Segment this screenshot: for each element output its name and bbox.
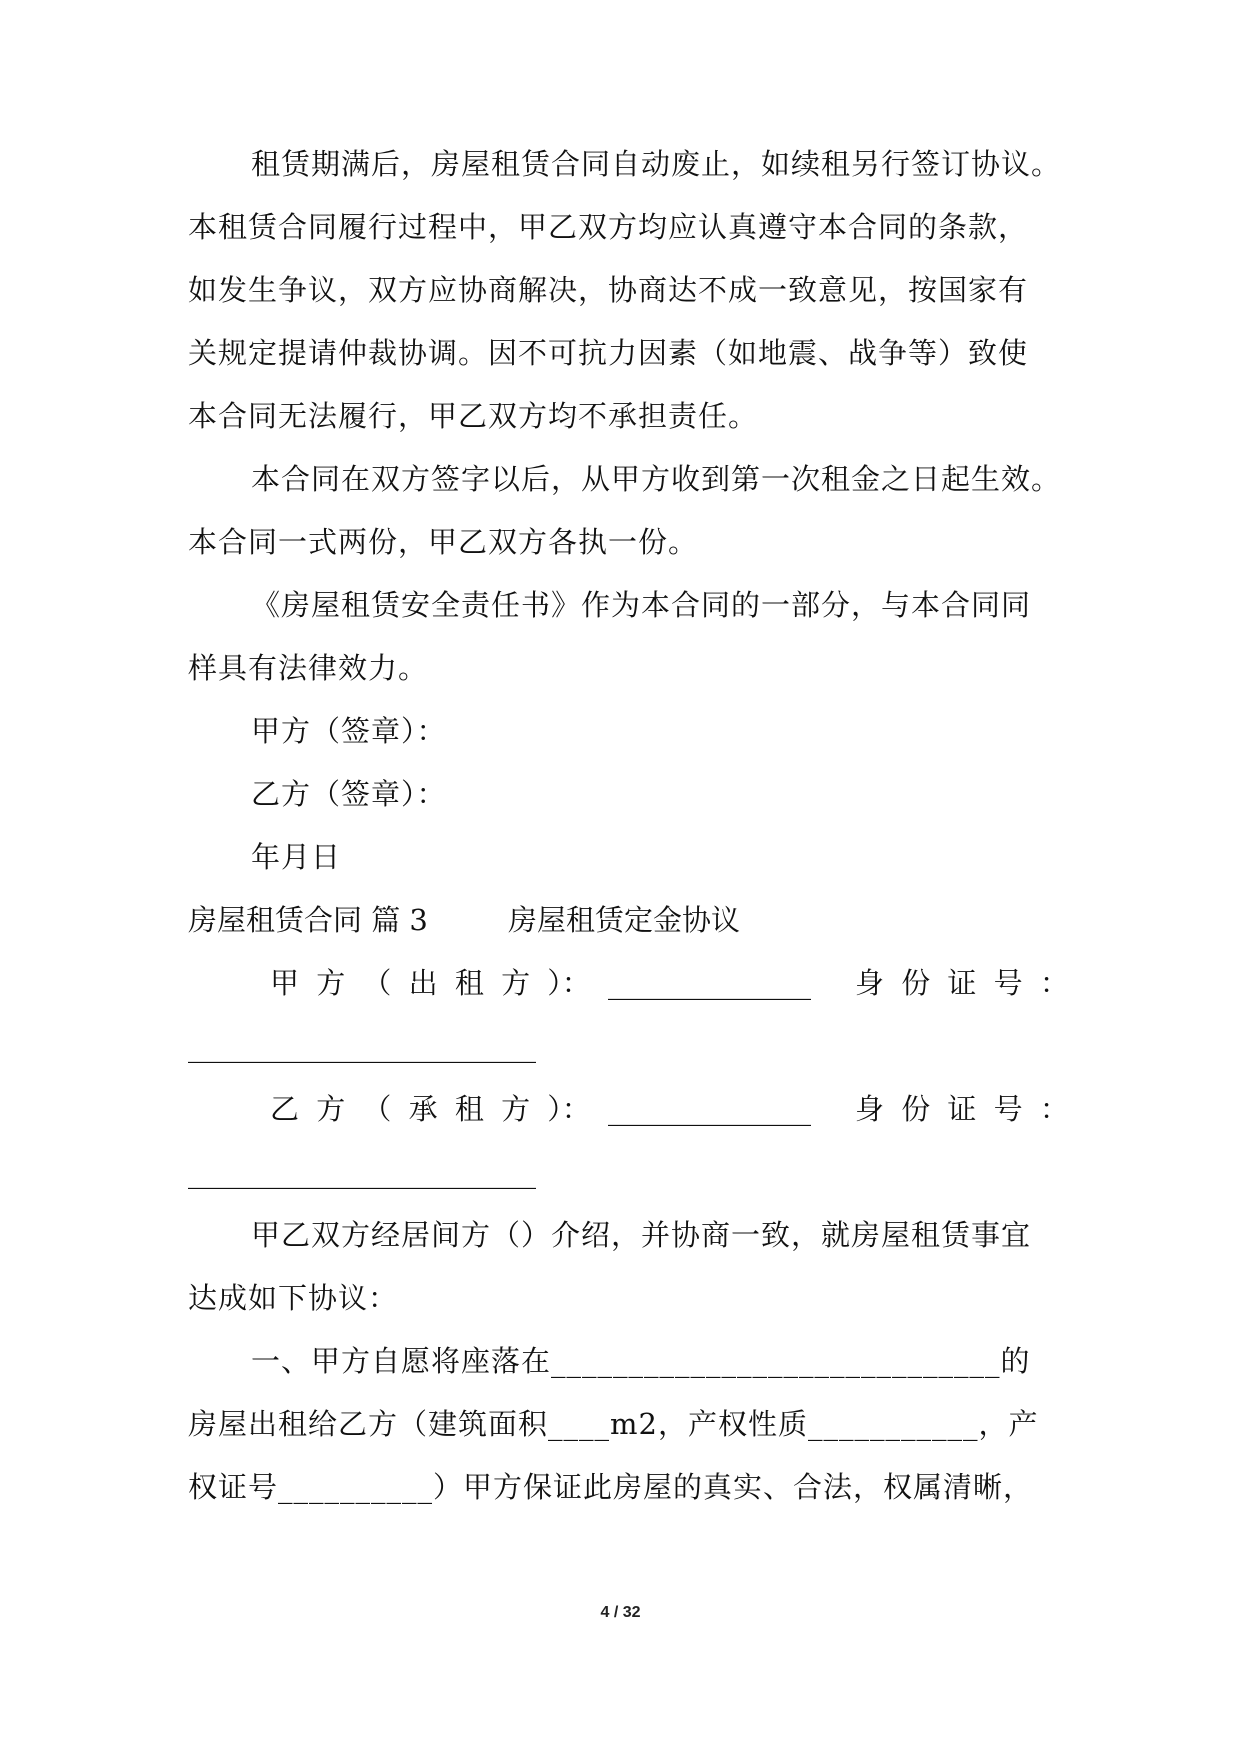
paragraph-line: 本租赁合同履行过程中，甲乙双方均应认真遵守本合同的条款， bbox=[188, 210, 1029, 244]
paragraph-line: 达成如下协议： bbox=[188, 1281, 399, 1315]
party-b-label: 乙 方 （ 承 租 方 ）： ______________ bbox=[270, 1092, 812, 1126]
paragraph-line: 权证号__________）甲方保证此房屋的真实、合法，权属清晰， bbox=[188, 1470, 1034, 1504]
paragraph-line: 租赁期满后，房屋租赁合同自动废止，如续租另行签订协议。 bbox=[251, 147, 1062, 181]
signature-line-party-a: 甲方（签章）： bbox=[251, 714, 447, 748]
signature-line-party-b: 乙方（签章）： bbox=[251, 777, 447, 811]
agreement-title: 房屋租赁定金协议 bbox=[508, 903, 741, 937]
paragraph-line: 样具有法律效力。 bbox=[188, 651, 429, 685]
party-b-id-blank: ________________________ bbox=[188, 1155, 536, 1189]
paragraph-line: 房屋出租给乙方（建筑面积____m2，产权性质___________，产 bbox=[188, 1407, 1039, 1441]
paragraph-line: 如发生争议，双方应协商解决，协商达不成一致意见，按国家有 bbox=[188, 273, 1029, 307]
date-line: 年月日 bbox=[251, 840, 342, 874]
paragraph-line: 《房屋租赁安全责任书》作为本合同的一部分，与本合同同 bbox=[251, 588, 1032, 622]
paragraph-line: 本合同在双方签字以后，从甲方收到第一次租金之日起生效。 bbox=[251, 462, 1062, 496]
page-number: 4 / 32 bbox=[600, 1604, 641, 1621]
paragraph-line: 甲乙双方经居间方（）介绍，并协商一致，就房屋租赁事宜 bbox=[251, 1218, 1032, 1252]
paragraph-line: 一、甲方自愿将座落在_____________________________的 bbox=[251, 1344, 1031, 1378]
paragraph-line: 本合同无法履行，甲乙双方均不承担责任。 bbox=[188, 399, 759, 433]
party-b-id-label: 身 份 证 号 ： bbox=[855, 1092, 1069, 1126]
party-a-id-label: 身 份 证 号 ： bbox=[855, 966, 1069, 1000]
paragraph-line: 本合同一式两份，甲乙双方各执一份。 bbox=[188, 525, 699, 559]
party-a-id-blank: ________________________ bbox=[188, 1029, 536, 1063]
party-a-label: 甲 方 （ 出 租 方 ）： ______________ bbox=[270, 966, 812, 1000]
section-heading: 房屋租赁合同 篇 3 bbox=[188, 903, 428, 937]
paragraph-line: 关规定提请仲裁协调。因不可抗力因素（如地震、战争等）致使 bbox=[188, 336, 1029, 370]
